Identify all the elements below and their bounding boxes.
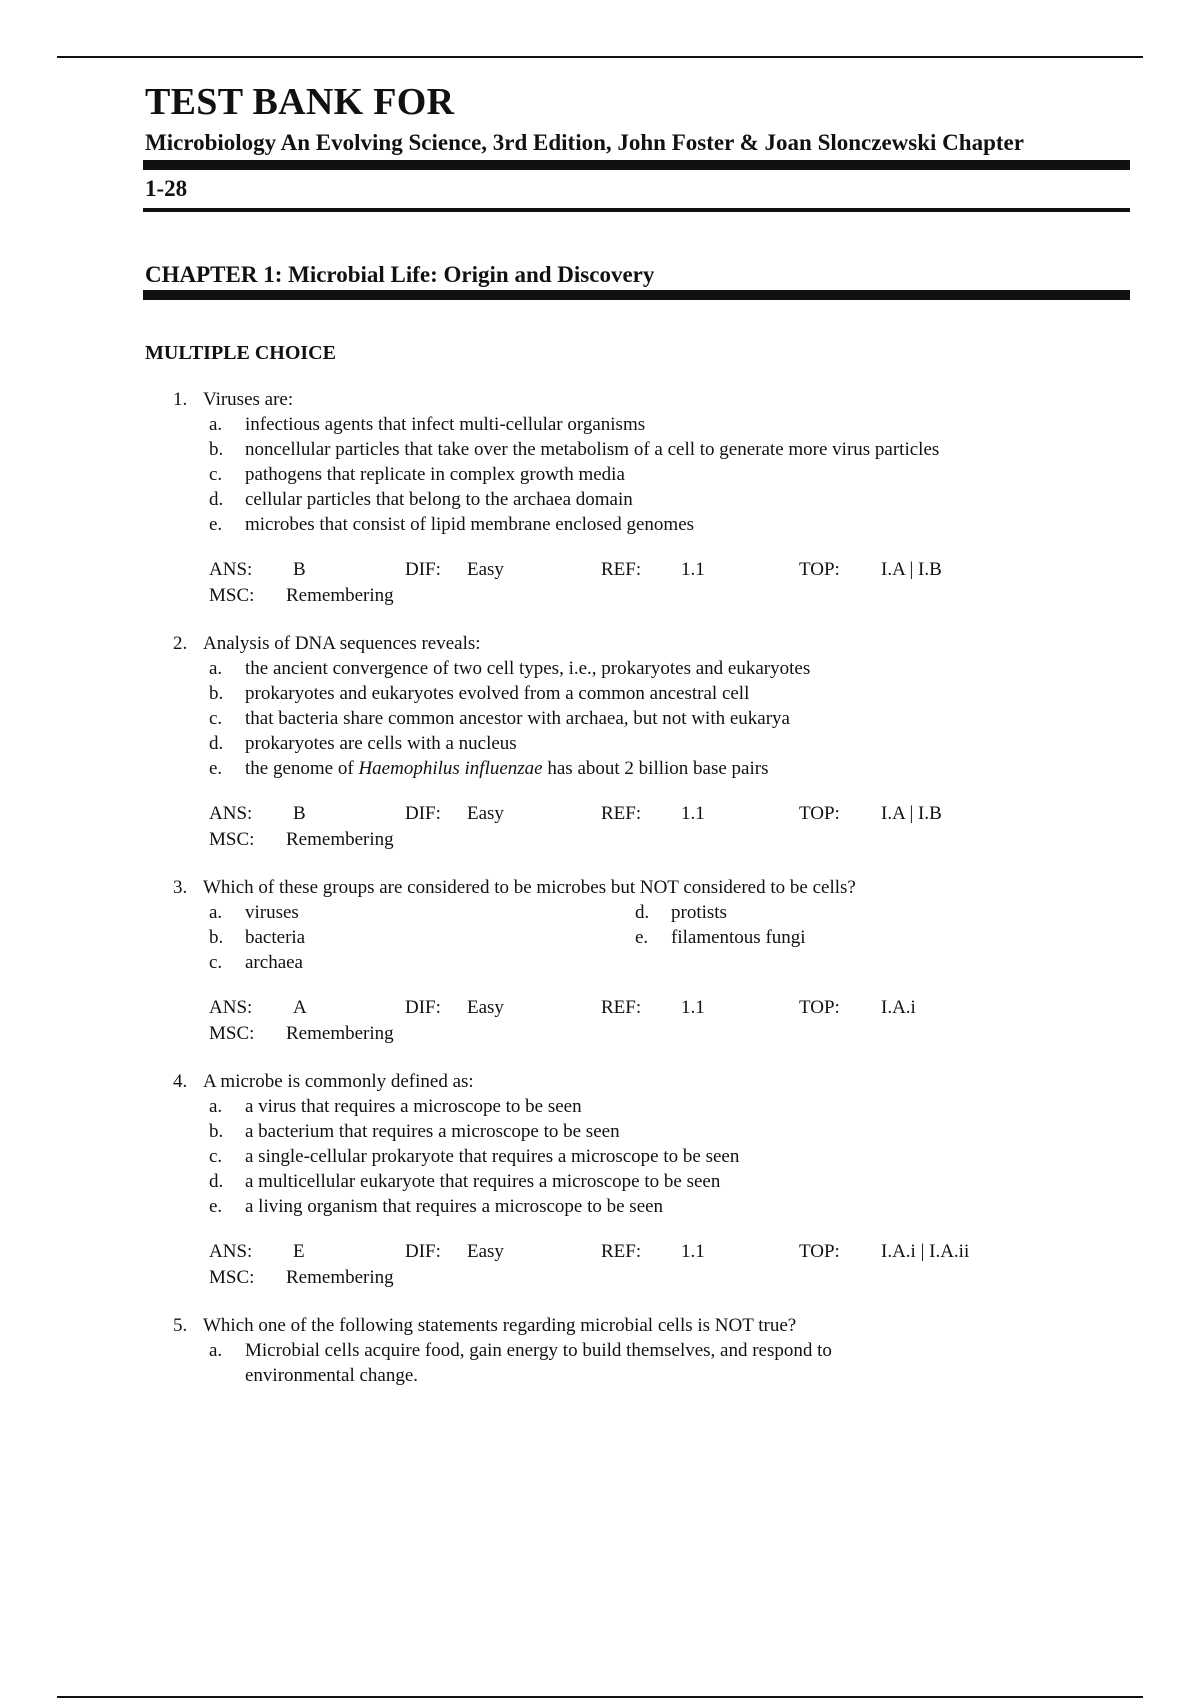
option-column-right xyxy=(635,900,1061,975)
answer-metadata xyxy=(209,995,1130,1047)
option-text xyxy=(245,756,1130,781)
option xyxy=(209,900,635,925)
option xyxy=(635,900,1061,925)
top-value: I.A | I.B xyxy=(881,559,942,580)
bottom-rule xyxy=(57,1696,1143,1698)
ans-value: A xyxy=(293,997,307,1018)
option xyxy=(209,487,1130,512)
option-text: noncellular particles that take over the metabolism of a cell to generate more virus particles xyxy=(245,439,940,460)
option-column-left xyxy=(209,900,635,975)
question-3 xyxy=(145,875,1130,1047)
msc-label: MSC: xyxy=(209,1267,255,1288)
question-4 xyxy=(145,1069,1130,1291)
ans-value: B xyxy=(293,803,306,824)
option xyxy=(209,731,1130,756)
option-letter: c. xyxy=(209,952,223,973)
option xyxy=(209,1169,1130,1194)
question-text: A microbe is commonly defined as: xyxy=(203,1071,474,1092)
chapter-rule xyxy=(143,290,1130,300)
option-text-end: has about 2 billion base pairs xyxy=(542,758,769,779)
option-letter: d. xyxy=(209,1171,224,1192)
option-letter: e. xyxy=(635,927,649,948)
msc-label: MSC: xyxy=(209,1023,255,1044)
question-number: 1. xyxy=(173,389,188,410)
ref-label: REF: xyxy=(601,559,642,580)
ans-value: B xyxy=(293,559,306,580)
question-number: 3. xyxy=(173,877,188,898)
ans-label: ANS: xyxy=(209,997,253,1018)
option-text: a living organism that requires a microscope to be seen xyxy=(245,1196,664,1217)
question-number: 5. xyxy=(173,1315,188,1336)
question-text: Which of these groups are considered to be microbes but NOT considered to be cells? xyxy=(203,877,856,898)
ref-label: REF: xyxy=(601,803,642,824)
option xyxy=(209,1144,1130,1169)
option xyxy=(209,412,1130,437)
dif-value: Easy xyxy=(467,1241,504,1262)
option xyxy=(209,1194,1130,1219)
option xyxy=(635,925,1061,950)
option-letter: c. xyxy=(209,1146,223,1167)
dif-label: DIF: xyxy=(405,997,441,1018)
question-2 xyxy=(145,631,1130,853)
option-text: microbes that consist of lipid membrane enclosed genomes xyxy=(245,514,695,535)
header-thick-rule xyxy=(143,160,1130,170)
section-heading: MULTIPLE CHOICE xyxy=(145,342,336,364)
option-text: the ancient convergence of two cell types, i.e., prokaryotes and eukaryotes xyxy=(245,658,811,679)
option-letter: c. xyxy=(209,708,223,729)
option-letter: b. xyxy=(209,439,224,460)
option-letter: d. xyxy=(635,902,650,923)
option-letter: d. xyxy=(209,489,224,510)
msc-value: Remembering xyxy=(286,1267,394,1288)
option-text: protists xyxy=(671,902,727,923)
ref-label: REF: xyxy=(601,997,642,1018)
option-letter: e. xyxy=(209,758,223,779)
question-text: Which one of the following statements regarding microbial cells is NOT true? xyxy=(203,1315,797,1336)
option-columns xyxy=(209,900,1130,975)
option xyxy=(209,512,1130,537)
ans-label: ANS: xyxy=(209,803,253,824)
document-page xyxy=(145,78,1130,1410)
dif-label: DIF: xyxy=(405,803,441,824)
option-letter: c. xyxy=(209,464,223,485)
option-letter: a. xyxy=(209,414,223,435)
ref-value: 1.1 xyxy=(681,997,705,1018)
dif-value: Easy xyxy=(467,559,504,580)
option-text: prokaryotes are cells with a nucleus xyxy=(245,733,517,754)
option-letter: a. xyxy=(209,1096,223,1117)
option-letter: b. xyxy=(209,683,224,704)
option-letter: e. xyxy=(209,514,223,535)
question-5 xyxy=(145,1313,1130,1388)
dif-label: DIF: xyxy=(405,1241,441,1262)
option xyxy=(209,706,1130,731)
option xyxy=(209,656,1130,681)
msc-label: MSC: xyxy=(209,829,255,850)
option xyxy=(209,950,635,975)
ref-label: REF: xyxy=(601,1241,642,1262)
option xyxy=(209,756,1130,781)
ans-value: E xyxy=(293,1241,305,1262)
top-label: TOP: xyxy=(799,803,840,824)
ans-label: ANS: xyxy=(209,1241,253,1262)
ref-value: 1.1 xyxy=(681,803,705,824)
top-label: TOP: xyxy=(799,997,840,1018)
option xyxy=(209,1338,1130,1388)
option-letter: a. xyxy=(209,658,223,679)
option-text: pathogens that replicate in complex growth media xyxy=(245,464,625,485)
option-text: that bacteria share common ancestor with archaea, but not with eukarya xyxy=(245,708,790,729)
question-list xyxy=(145,387,1130,1388)
option-letter: b. xyxy=(209,927,224,948)
dif-value: Easy xyxy=(467,997,504,1018)
option-text: cellular particles that belong to the archaea domain xyxy=(245,489,633,510)
answer-metadata xyxy=(209,801,1130,853)
top-value: I.A.i | I.A.ii xyxy=(881,1241,970,1262)
option xyxy=(209,1119,1130,1144)
option-text: a virus that requires a microscope to be seen xyxy=(245,1096,582,1117)
top-value: I.A | I.B xyxy=(881,803,942,824)
option-text-start: the genome of xyxy=(245,758,359,779)
option-text: a bacterium that requires a microscope to be seen xyxy=(245,1121,620,1142)
option xyxy=(209,925,635,950)
top-rule xyxy=(57,56,1143,58)
option-letter: b. xyxy=(209,1121,224,1142)
top-value: I.A.i xyxy=(881,997,916,1018)
question-1 xyxy=(145,387,1130,609)
chapter-heading: CHAPTER 1: Microbial Life: Origin and Discovery xyxy=(145,262,655,287)
question-number: 2. xyxy=(173,633,188,654)
option-text: a multicellular eukaryote that requires a microscope to be seen xyxy=(245,1171,721,1192)
option-text: filamentous fungi xyxy=(671,927,806,948)
question-number: 4. xyxy=(173,1071,188,1092)
option-letter: a. xyxy=(209,902,223,923)
answer-metadata xyxy=(209,1239,1130,1291)
question-text: Analysis of DNA sequences reveals: xyxy=(203,633,481,654)
answer-metadata xyxy=(209,557,1130,609)
option-text: prokaryotes and eukaryotes evolved from a common ancestral cell xyxy=(245,683,750,704)
ref-value: 1.1 xyxy=(681,559,705,580)
document-title: TEST BANK FOR xyxy=(145,81,455,123)
msc-value: Remembering xyxy=(286,585,394,606)
question-text: Viruses are: xyxy=(203,389,294,410)
ref-value: 1.1 xyxy=(681,1241,705,1262)
chapter-range: 1-28 xyxy=(145,176,188,201)
option-letter: a. xyxy=(209,1340,223,1361)
option-text: viruses xyxy=(245,902,299,923)
option xyxy=(209,1094,1130,1119)
top-label: TOP: xyxy=(799,559,840,580)
option-text: archaea xyxy=(245,952,303,973)
option-text: bacteria xyxy=(245,927,306,948)
option xyxy=(209,462,1130,487)
ans-label: ANS: xyxy=(209,559,253,580)
option-letter: e. xyxy=(209,1196,223,1217)
option-letter: d. xyxy=(209,733,224,754)
top-label: TOP: xyxy=(799,1241,840,1262)
option-text: infectious agents that infect multi-cellular organisms xyxy=(245,414,646,435)
msc-value: Remembering xyxy=(286,1023,394,1044)
msc-value: Remembering xyxy=(286,829,394,850)
option-text: a single-cellular prokaryote that requires a microscope to be seen xyxy=(245,1146,740,1167)
book-subtitle: Microbiology An Evolving Science, 3rd Edition, John Foster & Joan Slonczewski Chapter xyxy=(145,130,1024,155)
header-rule xyxy=(143,208,1130,212)
option xyxy=(209,681,1130,706)
option xyxy=(209,437,1130,462)
dif-value: Easy xyxy=(467,803,504,824)
dif-label: DIF: xyxy=(405,559,441,580)
msc-label: MSC: xyxy=(209,585,255,606)
species-name: Haemophilus influenzae xyxy=(358,758,543,779)
option-text: Microbial cells acquire food, gain energy to build themselves, and respond to environmental change. xyxy=(245,1340,832,1386)
